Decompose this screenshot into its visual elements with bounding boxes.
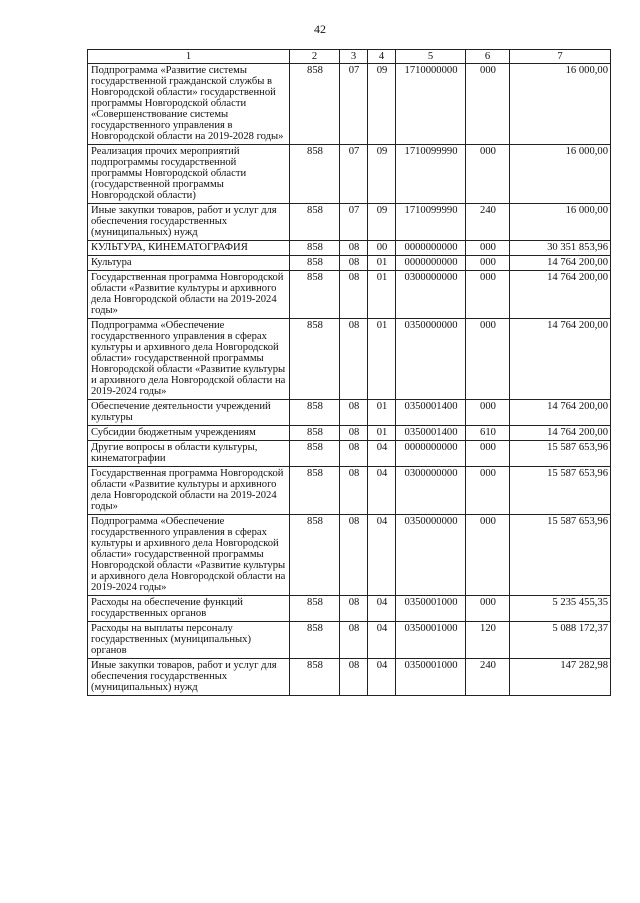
row-amount-cell: 14 764 200,00 <box>510 400 611 426</box>
row-col-6: 000 <box>466 400 510 426</box>
row-col-6: 000 <box>466 256 510 271</box>
budget-table <box>87 49 611 696</box>
row-name-cell: Государственная программа Новгородской области «Развитие культуры и архивного дела Новгородской области на 2019-2024 годы» <box>88 271 290 319</box>
table-row <box>88 64 611 145</box>
table-row <box>88 204 611 241</box>
row-amount-cell: 14 764 200,00 <box>510 426 611 441</box>
row-col-4: 09 <box>368 145 396 204</box>
row-col-3: 07 <box>340 145 368 204</box>
row-col-2: 858 <box>290 596 340 622</box>
row-col-4: 00 <box>368 241 396 256</box>
row-col-4: 01 <box>368 319 396 400</box>
row-col-2: 858 <box>290 659 340 696</box>
header-col-6: 6 <box>466 50 510 64</box>
row-amount-cell: 16 000,00 <box>510 145 611 204</box>
row-col-5: 0000000000 <box>396 256 466 271</box>
row-amount-cell: 5 235 455,35 <box>510 596 611 622</box>
header-col-4: 4 <box>368 50 396 64</box>
table-row <box>88 271 611 319</box>
row-col-5: 0350001400 <box>396 426 466 441</box>
row-col-5: 1710099990 <box>396 145 466 204</box>
row-name-cell: Расходы на выплаты персоналу государственных (муниципальных) органов <box>88 622 290 659</box>
row-col-6: 000 <box>466 319 510 400</box>
row-col-4: 09 <box>368 204 396 241</box>
row-col-2: 858 <box>290 256 340 271</box>
row-name-cell: Иные закупки товаров, работ и услуг для обеспечения государственных (муниципальных) нужд <box>88 659 290 696</box>
page-number: 42 <box>314 22 326 36</box>
row-col-2: 858 <box>290 64 340 145</box>
row-name-cell: Реализация прочих мероприятий подпрограммы государственной программы Новгородской области (государственной программы Новгородской области) <box>88 145 290 204</box>
header-col-1: 1 <box>88 50 290 64</box>
row-name-cell: Другие вопросы в области культуры, кинематографии <box>88 441 290 467</box>
row-name-cell: Обеспечение деятельности учреждений культуры <box>88 400 290 426</box>
row-col-3: 08 <box>340 319 368 400</box>
table-row <box>88 596 611 622</box>
row-col-2: 858 <box>290 467 340 515</box>
row-col-4: 04 <box>368 596 396 622</box>
row-col-2: 858 <box>290 515 340 596</box>
table-row <box>88 256 611 271</box>
row-name-cell: Культура <box>88 256 290 271</box>
row-name-cell: Подпрограмма «Обеспечение государственного управления в сферах культуры и архивного дела Новгородской области» государственной программы Новгородской области «Развитие культуры и архивного дела Новгородской области на 2019-2024 годы» <box>88 515 290 596</box>
row-col-4: 04 <box>368 622 396 659</box>
table-row <box>88 467 611 515</box>
row-col-4: 04 <box>368 515 396 596</box>
row-name-cell: КУЛЬТУРА, КИНЕМАТОГРАФИЯ <box>88 241 290 256</box>
table-row <box>88 319 611 400</box>
row-col-5: 0350000000 <box>396 515 466 596</box>
header-col-3: 3 <box>340 50 368 64</box>
row-col-3: 08 <box>340 241 368 256</box>
table-row <box>88 622 611 659</box>
row-col-3: 08 <box>340 426 368 441</box>
row-name-cell: Субсидии бюджетным учреждениям <box>88 426 290 441</box>
row-col-6: 000 <box>466 145 510 204</box>
table-row <box>88 659 611 696</box>
row-col-2: 858 <box>290 271 340 319</box>
row-col-6: 240 <box>466 204 510 241</box>
row-col-4: 01 <box>368 426 396 441</box>
table-row <box>88 426 611 441</box>
row-col-3: 08 <box>340 659 368 696</box>
row-col-6: 000 <box>466 467 510 515</box>
row-col-5: 0350001400 <box>396 400 466 426</box>
row-col-3: 08 <box>340 622 368 659</box>
row-col-6: 240 <box>466 659 510 696</box>
table-row <box>88 400 611 426</box>
row-col-5: 1710000000 <box>396 64 466 145</box>
row-col-5: 0000000000 <box>396 441 466 467</box>
row-amount-cell: 14 764 200,00 <box>510 319 611 400</box>
row-name-cell: Подпрограмма «Обеспечение государственного управления в сферах культуры и архивного дела Новгородской области» государственной программы Новгородской области «Развитие культуры и архивного дела Новгородской области на 2019-2024 годы» <box>88 319 290 400</box>
row-col-2: 858 <box>290 241 340 256</box>
row-col-2: 858 <box>290 622 340 659</box>
row-col-3: 08 <box>340 256 368 271</box>
row-col-6: 000 <box>466 64 510 145</box>
row-col-3: 08 <box>340 596 368 622</box>
row-col-5: 0300000000 <box>396 467 466 515</box>
row-col-6: 000 <box>466 596 510 622</box>
row-amount-cell: 5 088 172,37 <box>510 622 611 659</box>
row-col-2: 858 <box>290 400 340 426</box>
row-col-3: 07 <box>340 64 368 145</box>
row-col-5: 0000000000 <box>396 241 466 256</box>
row-col-4: 01 <box>368 400 396 426</box>
table-row <box>88 241 611 256</box>
row-amount-cell: 15 587 653,96 <box>510 441 611 467</box>
header-col-5: 5 <box>396 50 466 64</box>
table-row <box>88 515 611 596</box>
row-col-4: 04 <box>368 659 396 696</box>
row-amount-cell: 15 587 653,96 <box>510 467 611 515</box>
row-col-3: 08 <box>340 467 368 515</box>
row-col-3: 08 <box>340 271 368 319</box>
header-col-2: 2 <box>290 50 340 64</box>
row-col-2: 858 <box>290 441 340 467</box>
table-row <box>88 441 611 467</box>
row-col-2: 858 <box>290 204 340 241</box>
row-col-3: 08 <box>340 515 368 596</box>
row-amount-cell: 14 764 200,00 <box>510 271 611 319</box>
row-amount-cell: 15 587 653,96 <box>510 515 611 596</box>
row-col-6: 000 <box>466 241 510 256</box>
row-col-3: 08 <box>340 400 368 426</box>
row-col-5: 0350001000 <box>396 622 466 659</box>
table-header-row <box>88 50 611 64</box>
row-col-3: 08 <box>340 441 368 467</box>
row-col-6: 610 <box>466 426 510 441</box>
row-col-3: 07 <box>340 204 368 241</box>
row-col-6: 000 <box>466 441 510 467</box>
row-amount-cell: 14 764 200,00 <box>510 256 611 271</box>
row-amount-cell: 16 000,00 <box>510 204 611 241</box>
row-col-5: 1710099990 <box>396 204 466 241</box>
row-col-4: 04 <box>368 467 396 515</box>
row-col-2: 858 <box>290 426 340 441</box>
row-col-6: 000 <box>466 515 510 596</box>
row-col-4: 01 <box>368 271 396 319</box>
row-amount-cell: 16 000,00 <box>510 64 611 145</box>
row-col-5: 0300000000 <box>396 271 466 319</box>
row-amount-cell: 30 351 853,96 <box>510 241 611 256</box>
row-col-2: 858 <box>290 319 340 400</box>
row-name-cell: Подпрограмма «Развитие системы государственной гражданской службы в Новгородской области» государственной программы Новгородской области «Совершенствование системы государственного управления в Новгородской области на 2019-2028 годы» <box>88 64 290 145</box>
row-col-4: 04 <box>368 441 396 467</box>
row-col-5: 0350000000 <box>396 319 466 400</box>
header-col-7: 7 <box>510 50 611 64</box>
row-col-6: 120 <box>466 622 510 659</box>
row-name-cell: Государственная программа Новгородской области «Развитие культуры и архивного дела Новгородской области на 2019-2024 годы» <box>88 467 290 515</box>
row-col-4: 01 <box>368 256 396 271</box>
table-row <box>88 145 611 204</box>
row-col-5: 0350001000 <box>396 659 466 696</box>
row-name-cell: Иные закупки товаров, работ и услуг для обеспечения государственных (муниципальных) нужд <box>88 204 290 241</box>
row-col-6: 000 <box>466 271 510 319</box>
row-amount-cell: 147 282,98 <box>510 659 611 696</box>
row-col-5: 0350001000 <box>396 596 466 622</box>
row-name-cell: Расходы на обеспечение функций государственных органов <box>88 596 290 622</box>
row-col-2: 858 <box>290 145 340 204</box>
row-col-4: 09 <box>368 64 396 145</box>
